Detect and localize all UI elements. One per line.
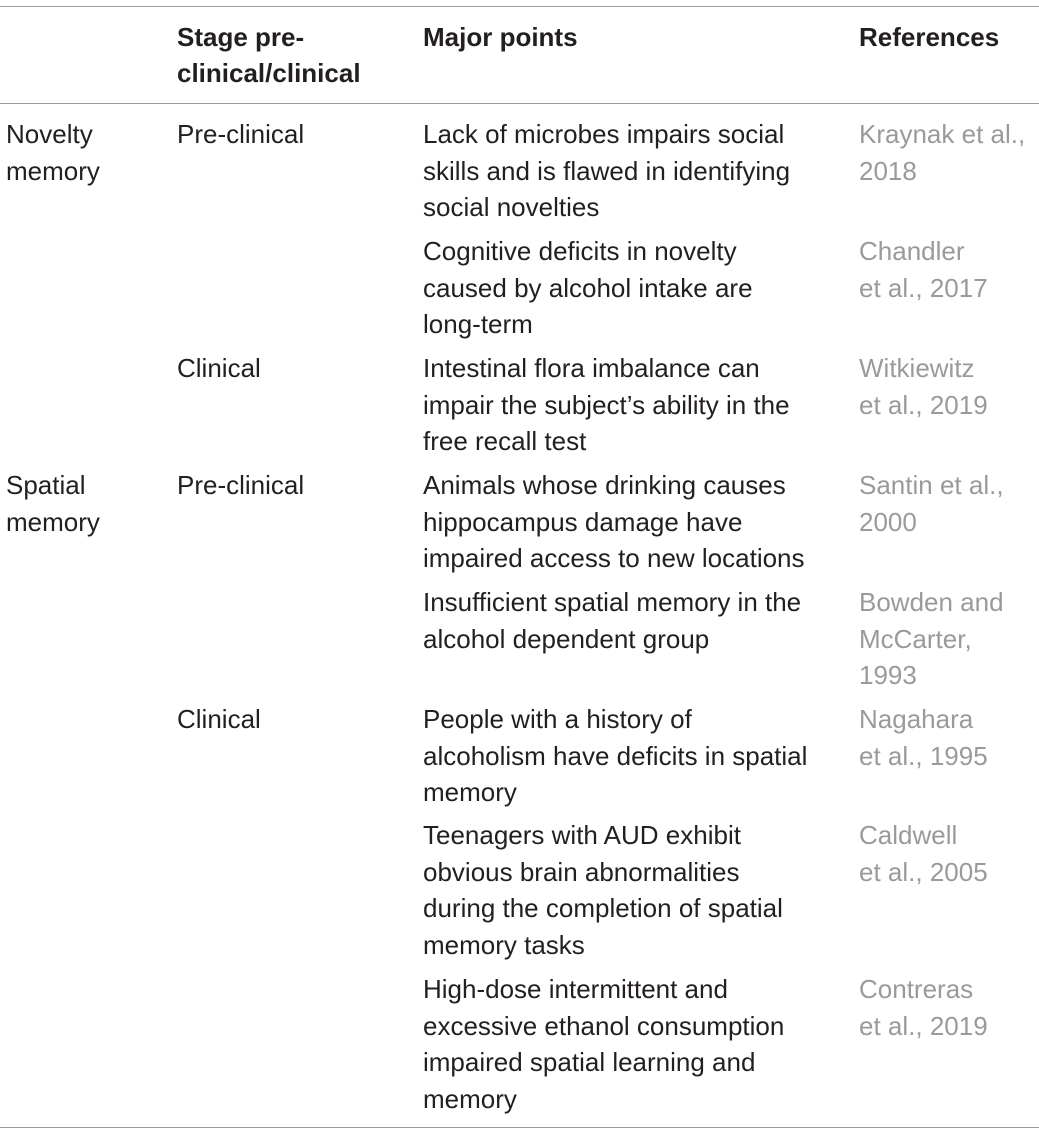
stage-cell: Pre-clinical [177, 119, 305, 149]
reference-cell: Santin et al., 2000 [859, 470, 1004, 537]
major-point-cell: Teenagers with AUD exhibit obvious brain abnormalities during the completion of spatial memory tasks [423, 820, 783, 960]
major-point-cell: Cognitive deficits in novelty caused by alcohol intake are long-term [423, 236, 753, 339]
major-point-cell: Insufficient spatial memory in the alcohol dependent group [423, 587, 802, 654]
table-bottom-rule [0, 1127, 1039, 1128]
reference-cell: Chandler et al., 2017 [859, 236, 988, 303]
header-major-points: Major points [423, 22, 578, 52]
major-point-cell: Animals whose drinking causes hippocampus damage have impaired access to new locations [423, 470, 805, 573]
group-label: Novelty memory [6, 119, 100, 186]
table-header-rule [0, 103, 1039, 104]
reference-cell: Contreras et al., 2019 [859, 974, 988, 1041]
major-point-cell: High-dose intermittent and excessive ethanol consumption impaired spatial learning and memory [423, 974, 785, 1114]
header-references: References [859, 22, 1000, 52]
reference-cell: Witkiewitz et al., 2019 [859, 353, 988, 420]
reference-cell: Kraynak et al., 2018 [859, 119, 1026, 186]
major-point-cell: People with a history of alcoholism have deficits in spatial memory [423, 704, 808, 807]
reference-cell: Nagahara et al., 1995 [859, 704, 988, 771]
header-stage: Stage pre- clinical/clinical [177, 22, 361, 88]
table-top-rule [0, 6, 1039, 7]
group-label: Spatial memory [6, 470, 100, 537]
reference-cell: Bowden and McCarter, 1993 [859, 587, 1004, 690]
reference-cell: Caldwell et al., 2005 [859, 820, 988, 887]
stage-cell: Clinical [177, 353, 261, 383]
major-point-cell: Lack of microbes impairs social skills and is flawed in identifying social novelties [423, 119, 791, 222]
major-point-cell: Intestinal flora imbalance can impair the subject’s ability in the free recall test [423, 353, 790, 456]
stage-cell: Pre-clinical [177, 470, 305, 500]
stage-cell: Clinical [177, 704, 261, 734]
